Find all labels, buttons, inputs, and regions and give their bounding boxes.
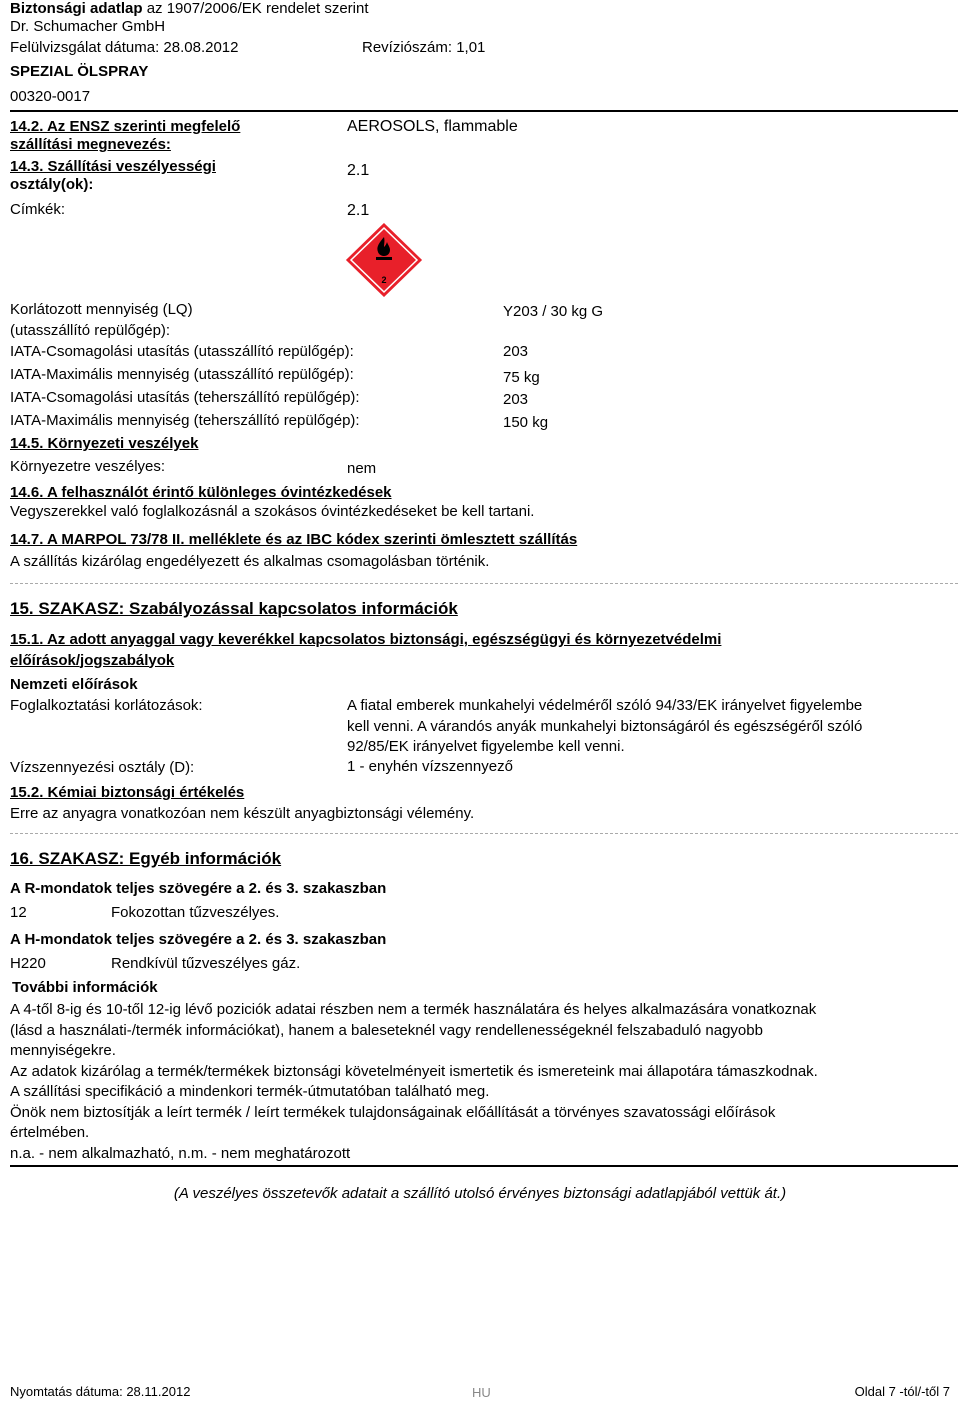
language-code: HU [472, 1385, 491, 1400]
s15-2-text: Erre az anyagra vonatkozóan nem készült anyagbiztonsági vélemény. [10, 805, 475, 822]
product-name: SPEZIAL ÖLSPRAY [10, 63, 149, 80]
section-divider [10, 583, 958, 584]
s16-heading: 16. SZAKASZ: Egyéb információk [10, 849, 282, 868]
r-phrases-heading: A R-mondatok teljes szövegére a 2. és 3. szakaszban [10, 880, 387, 897]
supplier-note: (A veszélyes összetevők adatait a szállító utolsó érvényes biztonsági adatlapjából vettük át.) [173, 1185, 787, 1202]
s14-2-label: 14.2. Az ENSZ szerinti megfelelő szállítási megnevezés: [10, 118, 241, 153]
iata-row-label: IATA-Maximális mennyiség (utasszállító repülőgép): [10, 366, 354, 383]
iata-row-value: 203 [503, 391, 529, 408]
h-phrase-text: Rendkívül tűzveszélyes gáz. [111, 955, 301, 972]
env-value: nem [347, 460, 377, 477]
iata-row-label: IATA-Csomagolási utasítás (teherszállító repülőgép): [10, 389, 360, 406]
company-name: Dr. Schumacher GmbH [10, 18, 166, 35]
revision-number: Revíziószám: 1,01 [362, 39, 486, 56]
print-date: Nyomtatás dátuma: 28.11.2012 [10, 1384, 191, 1399]
iata-row-label: IATA-Csomagolási utasítás (utasszállító repülőgép): [10, 343, 354, 360]
s14-3-value: 2.1 [347, 162, 370, 179]
water-label: Vízszennyezési osztály (D): [10, 759, 195, 776]
r-phrase-text: Fokozottan tűzveszélyes. [111, 904, 280, 921]
labels-label: Címkék: [10, 201, 66, 218]
page-number: Oldal 7 -tól/-től 7 [854, 1384, 950, 1399]
review-date: Felülvizsgálat dátuma: 28.08.2012 [10, 39, 239, 56]
document-title: Biztonsági adatlap az 1907/2006/EK rendelet szerint [10, 0, 369, 17]
s14-7-text: A szállítás kizárólag engedélyezett és alkalmas csomagolásban történik. [10, 553, 490, 570]
s15-1-heading: 15.1. Az adott anyaggal vagy keverékkel kapcsolatos biztonsági, egészségügyi és környezetvédelmi előírások/jogszabályok [10, 631, 722, 669]
s14-6-text: Vegyszerekkel való foglalkozásnál a szokásos óvintézkedéseket be kell tartani. [10, 503, 535, 520]
env-label: Környezetre veszélyes: [10, 458, 166, 475]
water-value: 1 - enyhén vízszennyező [347, 758, 513, 775]
s14-7-heading: 14.7. A MARPOL 73/78 II. melléklete és az IBC kódex szerinti ömlesztett szállítás [10, 531, 578, 548]
s14-2-value: AEROSOLS, flammable [347, 118, 518, 135]
section-divider [10, 833, 958, 834]
header-rule [10, 110, 958, 112]
further-info-paragraph: A 4-től 8-ig és 10-től 12-ig lévő poziciók adatai részben nem a termék használatára és helyes alkalmazására vonatkoznak (lásd a használati-/termék információkat), hanem a baleseteknél vagy rendellenességeknél felszabaduló nagyobb mennyiségekre. Az adatok kizárólag a termék/termékek biztonsági követelményeit ismertetik és ismereteink mai állapotára támaszkodnak. A szállítási specifikáció a mindenkori termék-útmutatóban található meg. Önök nem biztosítják a leírt termék / leírt termékek tulajdonságainak előállítását a törvényes szavatossági előírások értelmében. n.a. - nem alkalmazható, n.m. - nem meghatározott [10, 1001, 818, 1162]
r-phrase-code: 12 [10, 904, 27, 921]
flammable-gas-hazard-diamond [345, 223, 423, 297]
s14-6-heading: 14.6. A felhasználót érintő különleges óvintézkedések [10, 484, 392, 501]
s15-heading: 15. SZAKASZ: Szabályozással kapcsolatos információk [10, 599, 458, 618]
employment-label: Foglalkoztatási korlátozások: [10, 697, 203, 714]
lq-value: Y203 / 30 kg G [503, 303, 604, 320]
iata-row-value: 203 [503, 343, 529, 360]
employment-value: A fiatal emberek munkahelyi védelméről szóló 94/33/EK irányelvet figyelembe kell venni. A várandós anyák munkahelyi biztonságáról és egészségéről szóló 92/85/EK irányelvet figyelembe kell venni. [347, 697, 863, 755]
further-info-heading: További információk [12, 979, 158, 996]
labels-value: 2.1 [347, 202, 370, 219]
end-rule [10, 1165, 958, 1167]
iata-row-value: 75 kg [503, 369, 540, 386]
h-phrase-code: H220 [10, 955, 46, 972]
product-code: 00320-0017 [10, 88, 91, 105]
h-phrases-heading: A H-mondatok teljes szövegére a 2. és 3. szakaszban [10, 931, 387, 948]
s14-3-label: 14.3. Szállítási veszélyességi osztály(ok): [10, 158, 216, 193]
national-regulations: Nemzeti előírások [10, 676, 138, 693]
lq-label: Korlátozott mennyiség (LQ) (utasszállító repülőgép): [10, 301, 193, 339]
s15-2-heading: 15.2. Kémiai biztonsági értékelés [10, 784, 245, 801]
iata-row-label: IATA-Maximális mennyiség (teherszállító repülőgép): [10, 412, 360, 429]
s14-5-heading: 14.5. Környezeti veszélyek [10, 435, 199, 452]
diamond-class-number: 2 [381, 275, 387, 285]
iata-row-value: 150 kg [503, 414, 549, 431]
